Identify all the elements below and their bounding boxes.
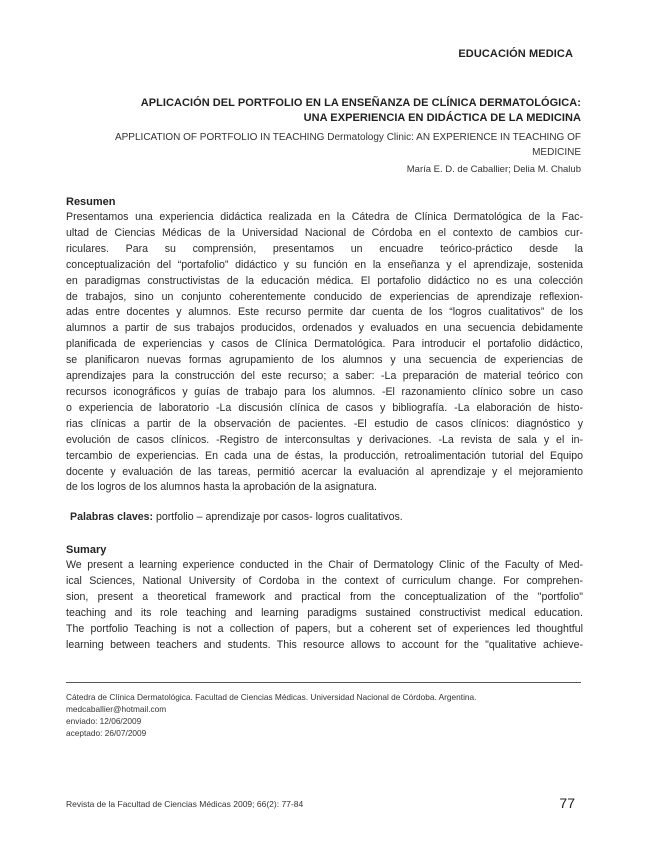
section-label: EDUCACIÓN MEDICA <box>458 48 573 60</box>
summary-line: sion, present a theoretical framework and practical from the conceptualization of the "portfolio" <box>66 590 583 603</box>
title-line-2: UNA EXPERIENCIA EN DIDÁCTICA DE LA MEDICINA <box>303 112 581 124</box>
resumen-line: se planificaron nuevas formas agrupamiento de los alumnos y una secuencia de experiencias de <box>66 354 583 367</box>
resumen-line: adas entre docentes y alumnos. Este recurso permite dar cuenta de los “logros cualitativos” de los <box>66 306 583 319</box>
resumen-line: rias clínicas a partir de la observación de pacientes. -El estudio de casos clínicos: diagnóstico y <box>66 417 583 430</box>
english-title-line-1: APPLICATION OF PORTFOLIO IN TEACHING Dermatology Clinic: AN EXPERIENCE IN TEACHING OF <box>114 132 581 143</box>
keywords-label: Palabras claves: <box>70 511 154 523</box>
footnote-accepted-date: aceptado: 26/07/2009 <box>66 728 147 739</box>
resumen-line: de trabajos, sino un conjunto coherentemente conducido de experiencias de aprendizaje reflexion- <box>66 290 583 303</box>
resumen-line: tercambio de experiencias. En cada una de éstas, la producción, retroalimentación tutorial del Equipo <box>66 449 583 462</box>
resumen-line: en paradigmas constructivistas de la educación médica. El portafolio didáctico no es una colección <box>66 274 583 287</box>
keywords <box>70 511 403 523</box>
resumen-body <box>66 210 583 496</box>
resumen-line: alumnos a partir de sus trabajos producidos, ordenados y evaluados en una secuencia debidamente <box>66 322 583 335</box>
footnote-sent-date: enviado: 12/06/2009 <box>66 715 142 726</box>
resumen-line: conceptualización del “portafolio” didáctico y su función en la enseñanza y el aprendizaje, sostenida <box>66 258 583 271</box>
summary-line: learning between teachers and students. This resource allows to account for the "qualitative achieve- <box>66 638 583 651</box>
summary-body <box>66 558 583 653</box>
keywords-text: portfolio – aprendizaje por casos- logros cualitativos. <box>153 511 403 523</box>
footnote-divider <box>66 682 581 683</box>
footnote-email: medcaballier@hotmail.com <box>66 703 167 714</box>
resumen-line: planificada de experiencias y casos de Clínica Dermatológica. Para introducir el portafolio didáctico, <box>66 338 583 351</box>
resumen-heading: Resumen <box>66 196 116 208</box>
footnote-affiliation: Cátedra de Clínica Dermatológica. Facultad de Ciencias Médicas. Universidad Nacional de Córdoba. Argentina. <box>66 692 477 702</box>
summary-heading: Sumary <box>66 544 107 556</box>
journal-citation: Revista de la Facultad de Ciencias Médicas 2009; 66(2): 77-84 <box>66 799 304 809</box>
resumen-line: docente y evaluación de las tareas, permitió acercar la evaluación al aprendizaje y el mejoramiento <box>66 465 583 478</box>
title-line-1: APLICACIÓN DEL PORTFOLIO EN LA ENSEÑANZA DE CLÍNICA DERMATOLÓGICA: <box>140 97 581 109</box>
summary-line: teaching and its role teaching and learning paradigms sustained constructivist medical education. <box>66 606 583 619</box>
english-title-line-2: MEDICINE <box>532 147 581 158</box>
page-number: 77 <box>559 795 575 811</box>
summary-line: The portfolio Teaching is not a collection of papers, but a coherent set of experiences led thoughtful <box>66 622 583 635</box>
resumen-line: riculares. Para su comprensión, presentamos un encuadre teórico-práctico desde la <box>66 242 583 255</box>
resumen-line: de los logros de los alumnos hasta la aprobación de la asignatura. <box>66 481 377 494</box>
english-title <box>70 130 581 160</box>
resumen-line: evolución de casos clínicos. -Registro de interconsultas y derivaciones. -La revista de sala y el in- <box>66 433 583 446</box>
resumen-line: recursos iconográficos y guías de trabajo para los alumnos. -El razonamiento clínico sobre un caso <box>66 385 583 398</box>
resumen-line: ultad de Ciencias Médicas de la Universidad Nacional de Córdoba en el contexto de cambios cur- <box>66 226 583 239</box>
summary-line: We present a learning experience conducted in the Chair of Dermatology Clinic of the Faculty of Med- <box>66 559 583 571</box>
resumen-line: o experiencia de laboratorio -La discusión clínica de casos y bibliografía. -La elaboración de histo- <box>66 401 583 414</box>
summary-line: ical Sciences, National University of Cordoba in the context of curriculum change. For comprehen- <box>66 574 583 587</box>
resumen-line: aprendizajes para la construcción del este recurso; a saber: -La preparación de material teórico con <box>66 370 583 383</box>
resumen-line: Presentamos una experiencia didáctica realizada en la Cátedra de Clínica Dermatológica de la Fac- <box>66 211 583 223</box>
footnote <box>66 692 476 740</box>
authors: María E. D. de Caballier; Delia M. Chalub <box>406 164 581 175</box>
